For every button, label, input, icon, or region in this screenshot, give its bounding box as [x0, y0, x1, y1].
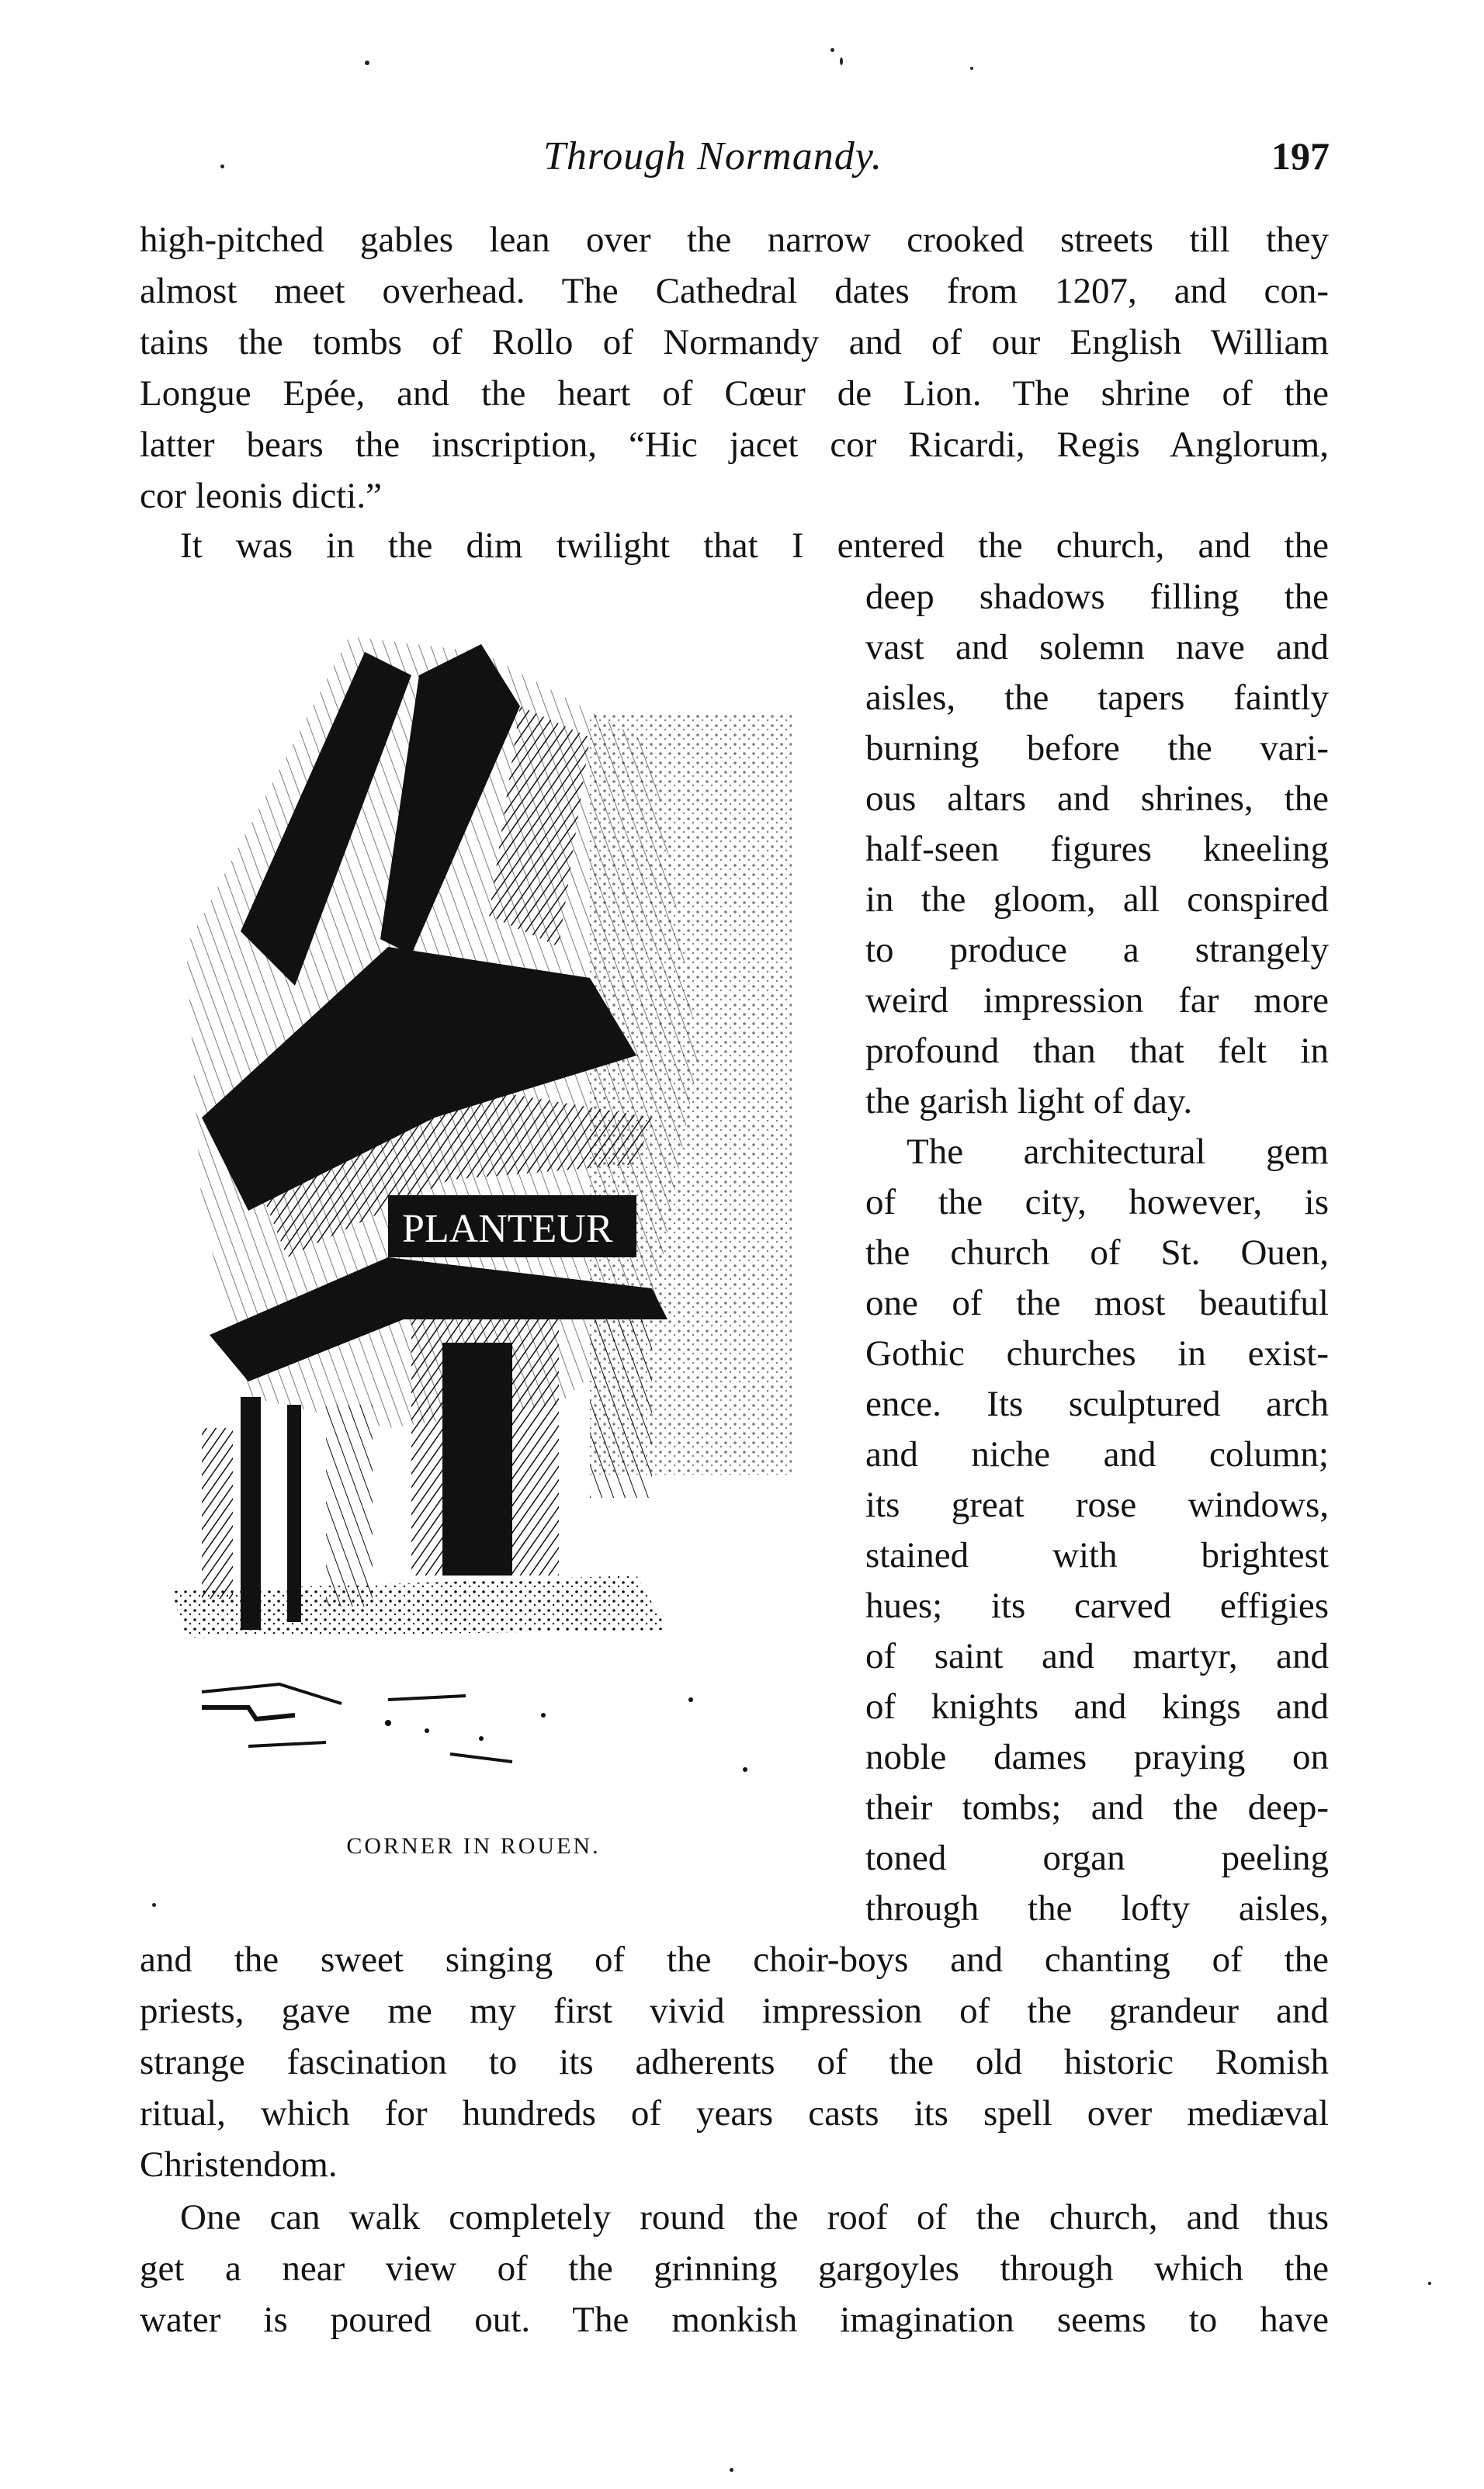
- text-line: strange fascination to its adherents of the old historic Romish: [140, 2042, 1329, 2082]
- illustration-caption: CORNER IN ROUEN.: [346, 1833, 601, 1859]
- text-line: One can walk completely round the roof of the church, and thus: [180, 2197, 1329, 2238]
- text-line: its great rose windows,: [865, 1485, 1329, 1525]
- text-line: in the gloom, all conspired: [865, 879, 1329, 920]
- text-line: half-seen figures kneeling: [865, 829, 1329, 869]
- text-line: through the lofty aisles,: [865, 1888, 1329, 1929]
- print-speck: [152, 1903, 156, 1907]
- text-line: Gothic churches in exist-: [865, 1333, 1329, 1374]
- text-line: get a near view of the grinning gargoyles through which the: [140, 2248, 1329, 2289]
- text-line: the garish light of day.: [865, 1081, 1193, 1121]
- corner-in-rouen-illustration: [155, 621, 838, 1808]
- text-line: Longue Epée, and the heart of Cœur de Lion. The shrine of the: [140, 373, 1329, 414]
- print-speck: [840, 57, 843, 65]
- text-line: the church of St. Ouen,: [865, 1232, 1329, 1273]
- text-line: It was in the dim twilight that I entered the church, and the: [180, 525, 1329, 566]
- page-number: 197: [1271, 134, 1330, 178]
- text-line: one of the most beautiful: [865, 1283, 1329, 1323]
- text-line: of knights and kings and: [865, 1686, 1329, 1727]
- text-line: latter bears the inscription, “Hic jacet cor Ricardi, Regis Anglorum,: [140, 425, 1329, 465]
- sign-text: PLANTEUR: [402, 1207, 613, 1251]
- text-line: ence. Its sculptured arch: [865, 1384, 1329, 1424]
- page-header: [0, 124, 1484, 194]
- text-line: of the city, however, is: [865, 1182, 1329, 1222]
- text-line: of saint and martyr, and: [865, 1636, 1329, 1676]
- text-line: almost meet overhead. The Cathedral dates from 1207, and con-: [140, 271, 1329, 311]
- text-line: hues; its carved effigies: [865, 1586, 1329, 1626]
- text-line: their tombs; and the deep-: [865, 1787, 1329, 1828]
- text-line: high-pitched gables lean over the narrow crooked streets till they: [140, 220, 1329, 260]
- text-line: profound than that felt in: [865, 1031, 1329, 1071]
- print-speck: [830, 48, 834, 52]
- text-line: vast and solemn nave and: [865, 627, 1329, 667]
- text-line: burning before the vari-: [865, 728, 1329, 768]
- text-line: toned organ peeling: [865, 1838, 1329, 1878]
- text-line: aisles, the tapers faintly: [865, 678, 1329, 718]
- text-line: water is poured out. The monkish imagination seems to have: [140, 2300, 1329, 2340]
- print-speck: [365, 61, 369, 65]
- text-line: stained with brightest: [865, 1535, 1329, 1576]
- print-speck: [730, 2468, 733, 2472]
- text-line: weird impression far more: [865, 980, 1329, 1021]
- text-line: and niche and column;: [865, 1434, 1329, 1475]
- text-line: to produce a strangely: [865, 930, 1329, 970]
- text-line: cor leonis dicti.”: [140, 476, 382, 516]
- text-line: The architectural gem: [907, 1132, 1329, 1172]
- text-line: and the sweet singing of the choir-boys and chanting of the: [140, 1940, 1329, 1980]
- text-line: deep shadows filling the: [865, 577, 1329, 617]
- running-title: Through Normandy.: [543, 134, 882, 179]
- print-speck: [970, 67, 973, 70]
- text-line: tains the tombs of Rollo of Normandy and of our English William: [140, 322, 1329, 362]
- text-line: noble dames praying on: [865, 1737, 1329, 1777]
- text-line: priests, gave me my first vivid impression of the grandeur and: [140, 1991, 1329, 2031]
- text-line: Christendom.: [140, 2144, 338, 2185]
- text-line: ous altars and shrines, the: [865, 778, 1329, 819]
- print-speck: [1428, 2282, 1431, 2285]
- text-line: ritual, which for hundreds of years casts its spell over mediæval: [140, 2093, 1329, 2134]
- print-speck: [220, 165, 224, 168]
